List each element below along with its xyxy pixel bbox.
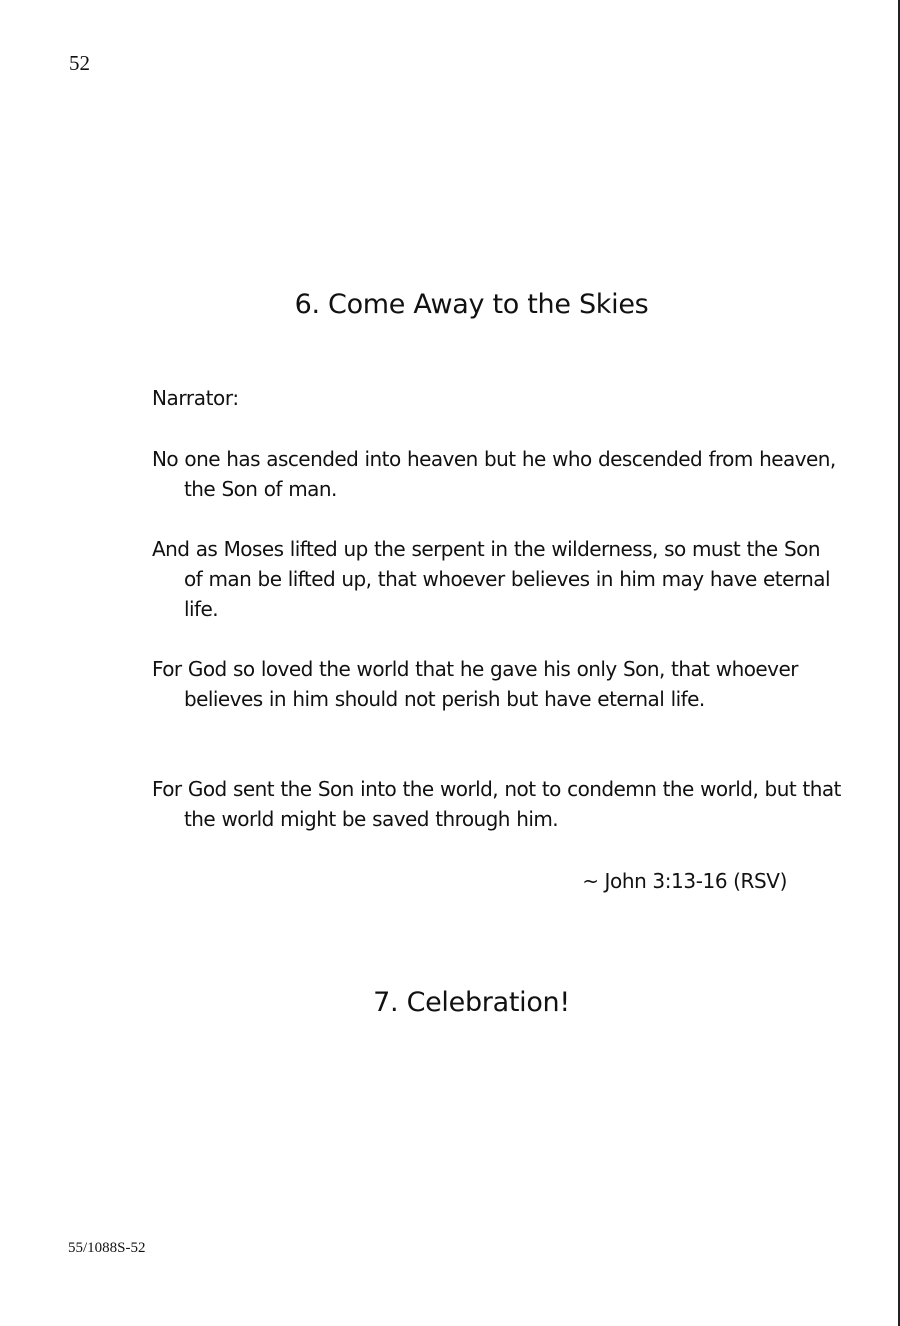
- scripture-verse: No one has ascended into heaven but he who descended from heaven, the Son of man.: [152, 447, 836, 501]
- section-7-title: 7. Celebration!: [373, 987, 570, 1018]
- scripture-verse: And as Moses lifted up the serpent in the wilderness, so must the Son of man be lifted up, that whoever believes in him may have eternal life.: [152, 537, 830, 621]
- catalog-code: 55/1088S-52: [68, 1240, 146, 1256]
- scripture-verse: For God so loved the world that he gave his only Son, that whoever believes in him should not perish but have eternal life.: [152, 657, 798, 711]
- section-6-title: 6. Come Away to the Skies: [294, 289, 649, 320]
- speaker-label: Narrator:: [152, 386, 239, 410]
- scripture-citation: ~ John 3:13-16 (RSV): [582, 869, 787, 893]
- scripture-verse: For God sent the Son into the world, not to condemn the world, but that the world might be saved through him.: [152, 777, 841, 831]
- page-number: 52: [69, 51, 90, 75]
